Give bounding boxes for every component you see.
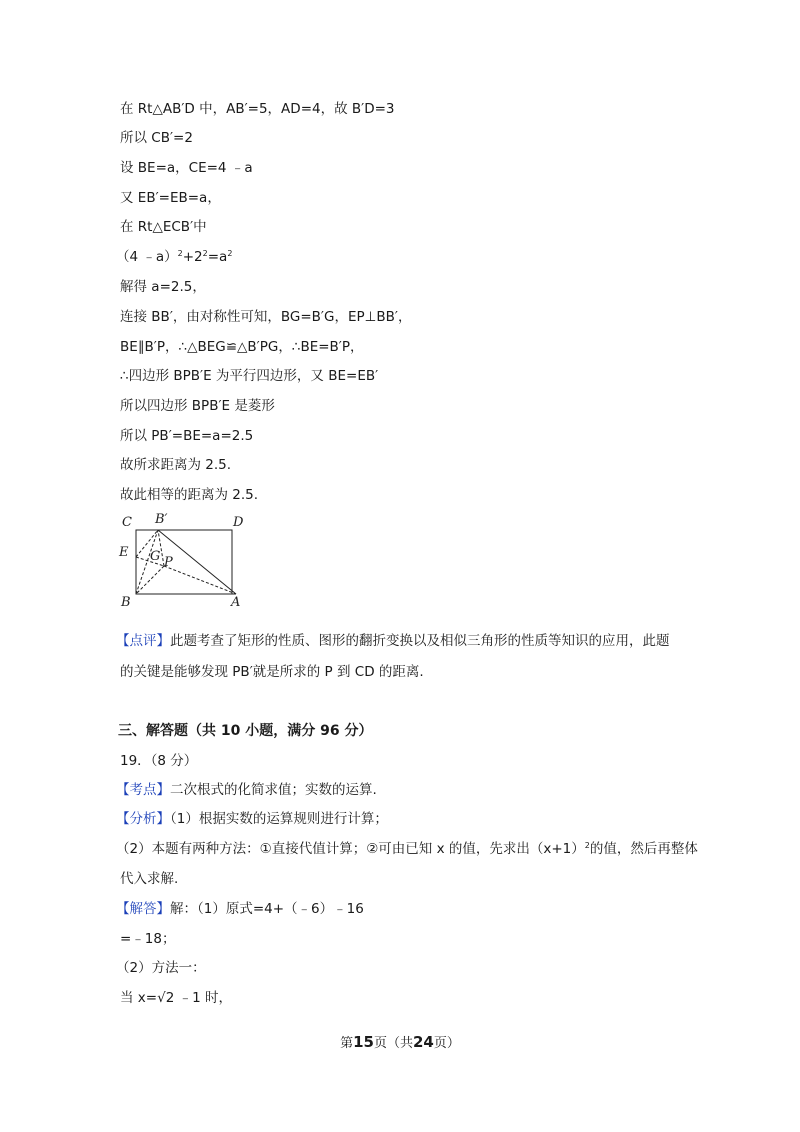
text-line: 在 Rt△AB′D 中，AB′=5，AD=4，故 B′D=3 xyxy=(120,101,395,117)
eq-exponent: 2 xyxy=(227,249,233,258)
label-b-prime: B′ xyxy=(155,512,168,527)
text-line: 又 EB′=EB=a， xyxy=(120,190,221,206)
fenxi-line xyxy=(116,810,388,828)
kaodian-line xyxy=(116,781,377,799)
text-line: 在 Rt△ECB′中 xyxy=(120,219,207,235)
part2-text: （2）本题有两种方法：①直接代值计算；②可由已知 x 的值，先求出（x+1） xyxy=(116,841,585,857)
label-b: B xyxy=(121,595,131,610)
label-a: A xyxy=(231,595,241,610)
label-g: G xyxy=(150,549,161,564)
eq-exponent: 2 xyxy=(202,249,208,258)
text-line: 所以 PB′=BE=a=2.5 xyxy=(120,428,254,444)
part2-text-end: 的值，然后再整体 xyxy=(589,841,698,857)
text-line: 解得 a=2.5， xyxy=(120,279,206,295)
fenxi-tag: 【分析】 xyxy=(116,811,170,827)
part2-line xyxy=(116,840,698,858)
jieda-line xyxy=(116,900,364,918)
eq-part: +2 xyxy=(182,249,203,265)
comment-tag: 【点评】 xyxy=(116,633,170,649)
page-total: 24 xyxy=(413,1033,434,1051)
fenxi-text: （1）根据实数的运算规则进行计算； xyxy=(170,811,388,827)
kaodian-text: 二次根式的化简求值；实数的运算. xyxy=(170,782,377,798)
kaodian-tag: 【考点】 xyxy=(116,782,170,798)
comment-line: 的关键是能够发现 PB′就是所求的 P 到 CD 的距离. xyxy=(120,664,424,680)
dashed-pa xyxy=(164,566,236,594)
label-p: P xyxy=(164,555,173,570)
text-line: 故所求距离为 2.5. xyxy=(120,457,232,473)
eq-part: （4 ﹣a） xyxy=(116,249,178,265)
eq-part: =a xyxy=(207,249,228,265)
jieda-text: 解：（1）原式=4+（﹣6）﹣16 xyxy=(170,901,364,917)
footer-post: 页） xyxy=(433,1036,460,1051)
comment-line xyxy=(116,632,670,650)
part2-exponent: 2 xyxy=(584,841,590,850)
text-line: BE∥B′P，∴△BEG≌△B′PG，∴BE=B′P， xyxy=(120,339,364,355)
text-line: 所以四边形 BPB′E 是菱形 xyxy=(120,398,275,414)
equation-line xyxy=(116,248,232,266)
method-line: （2）方法一： xyxy=(116,960,206,976)
text-line: 故此相等的距离为 2.5. xyxy=(120,487,259,503)
result-line: =﹣18； xyxy=(120,931,176,947)
text-line: 设 BE=a，CE=4 ﹣a xyxy=(120,160,253,176)
footer-mid: 页（共 xyxy=(373,1036,413,1051)
section-heading: 三、解答题（共 10 小题，满分 96 分） xyxy=(118,723,373,739)
eq-exponent: 2 xyxy=(177,249,183,258)
footer-pre: 第 xyxy=(340,1036,354,1051)
geometry-figure xyxy=(112,510,262,610)
comment-text: 此题考查了矩形的性质、图形的翻折变换以及相似三角形的性质等知识的应用，此题 xyxy=(170,633,670,649)
page-footer xyxy=(0,1032,800,1051)
dashed-pb xyxy=(136,566,164,594)
page-number: 15 xyxy=(353,1033,374,1051)
jieda-tag: 【解答】 xyxy=(116,901,170,917)
when-line: 当 x=√2 ﹣1 时， xyxy=(120,990,232,1006)
text-line: ∴四边形 BPB′E 为平行四边形，又 BE=EB′ xyxy=(120,368,379,384)
question-number: 19．（8 分） xyxy=(120,753,198,769)
label-c: C xyxy=(122,515,132,530)
label-d: D xyxy=(233,515,244,530)
text-line: 代入求解. xyxy=(120,871,179,887)
text-line: 连接 BB′，由对称性可知，BG=B′G，EP⊥BB′， xyxy=(120,309,412,325)
label-e: E xyxy=(119,545,129,560)
text-line: 所以 CB′=2 xyxy=(120,130,193,146)
